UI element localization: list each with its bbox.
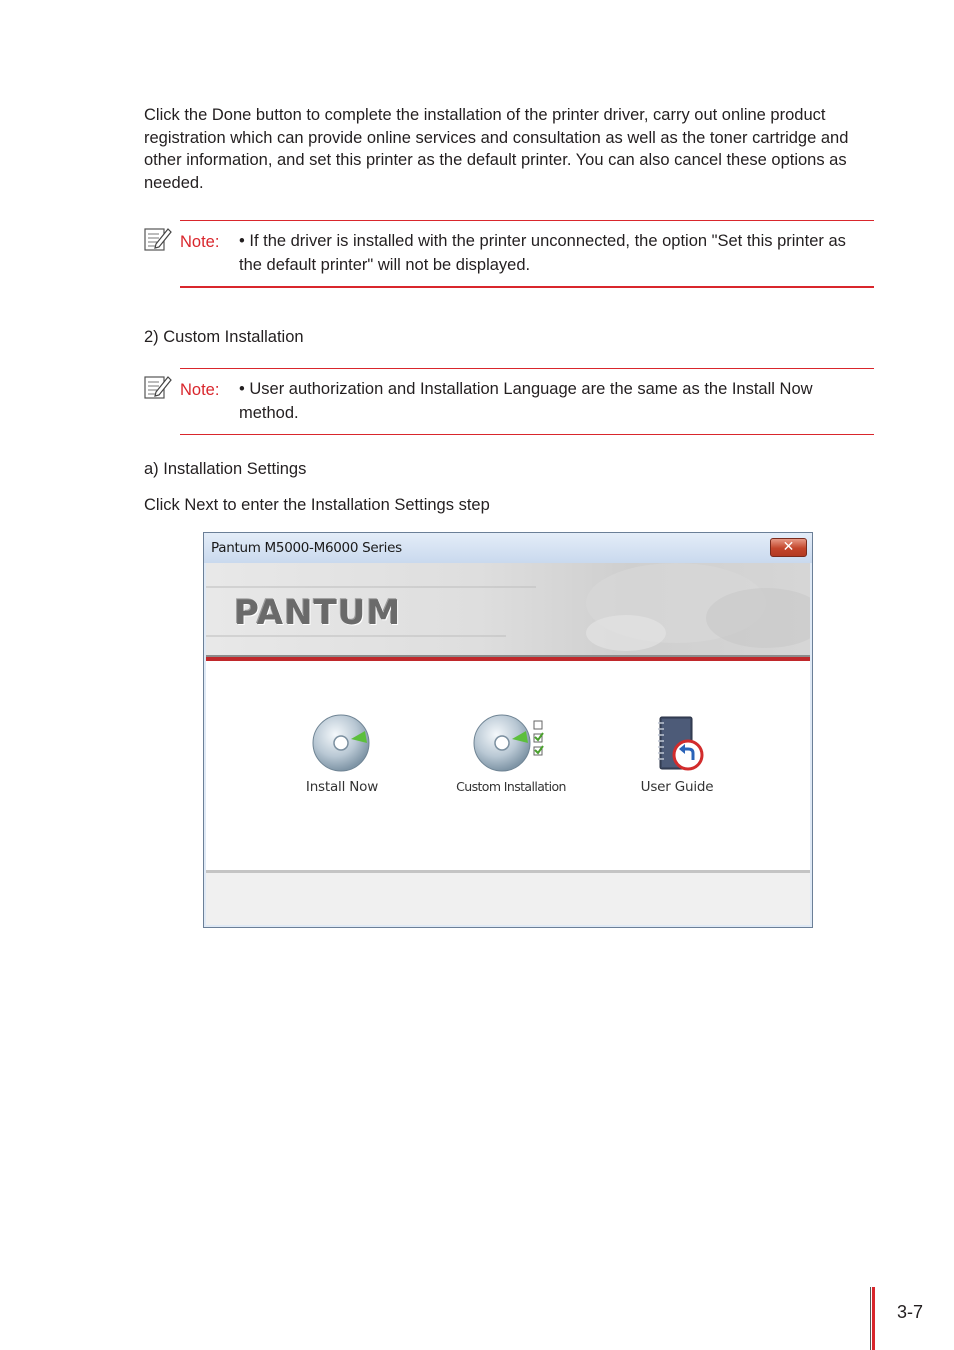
note-box-2: [144, 368, 874, 436]
user-guide-option[interactable]: [612, 713, 742, 795]
close-icon: ✕: [782, 539, 795, 555]
intro-paragraph: Click the Done button to complete the installation of the printer driver, carry out online product registration which can provide online services and consultation as well as the toner cartridge and other information, and set this printer as the default printer. You can also cancel these options as needed.: [144, 106, 849, 193]
note-text: • User authorization and Installation Language are the same as the Install Now method.: [239, 380, 813, 422]
note-pencil-icon: [144, 226, 172, 252]
cd-disc-icon: [277, 713, 407, 775]
note-top-rule: [180, 368, 874, 369]
page-number: 3-7: [897, 1302, 924, 1322]
note-label: Note:: [180, 233, 220, 251]
pantum-logo: PANTUM: [234, 593, 402, 633]
window-titlebar[interactable]: [204, 533, 812, 563]
install-now-label: Install Now: [305, 779, 379, 795]
note-label: Note:: [180, 381, 220, 399]
window-client-area: [206, 563, 810, 925]
note-box-1: [144, 220, 874, 288]
note-pencil-icon: [144, 374, 172, 400]
window-footer: [206, 870, 810, 925]
brand-banner: [206, 563, 810, 655]
close-button[interactable]: [770, 538, 807, 557]
custom-installation-option[interactable]: [446, 713, 576, 794]
manual-book-icon: [612, 713, 742, 775]
user-guide-label: User Guide: [640, 779, 714, 795]
subsection-heading: a) Installation Settings: [144, 460, 307, 478]
note-bottom-rule: [180, 434, 874, 435]
instruction-text: Click Next to enter the Installation Settings step: [144, 496, 490, 514]
window-title: Pantum M5000-M6000 Series: [211, 540, 402, 556]
note-text: • If the driver is installed with the printer unconnected, the option "Set this printer as the default printer" will not be displayed.: [239, 232, 846, 274]
banner-divider: [206, 655, 810, 661]
page-margin-rule: [870, 1287, 871, 1350]
installer-window: [203, 532, 813, 928]
note-top-rule: [180, 220, 874, 221]
note-bottom-rule: [180, 286, 874, 288]
custom-installation-label: Custom Installation: [456, 779, 566, 794]
page-accent-rule: [872, 1287, 875, 1350]
section-heading: 2) Custom Installation: [144, 328, 304, 346]
cd-checklist-icon: [446, 713, 576, 775]
install-now-option[interactable]: [277, 713, 407, 795]
